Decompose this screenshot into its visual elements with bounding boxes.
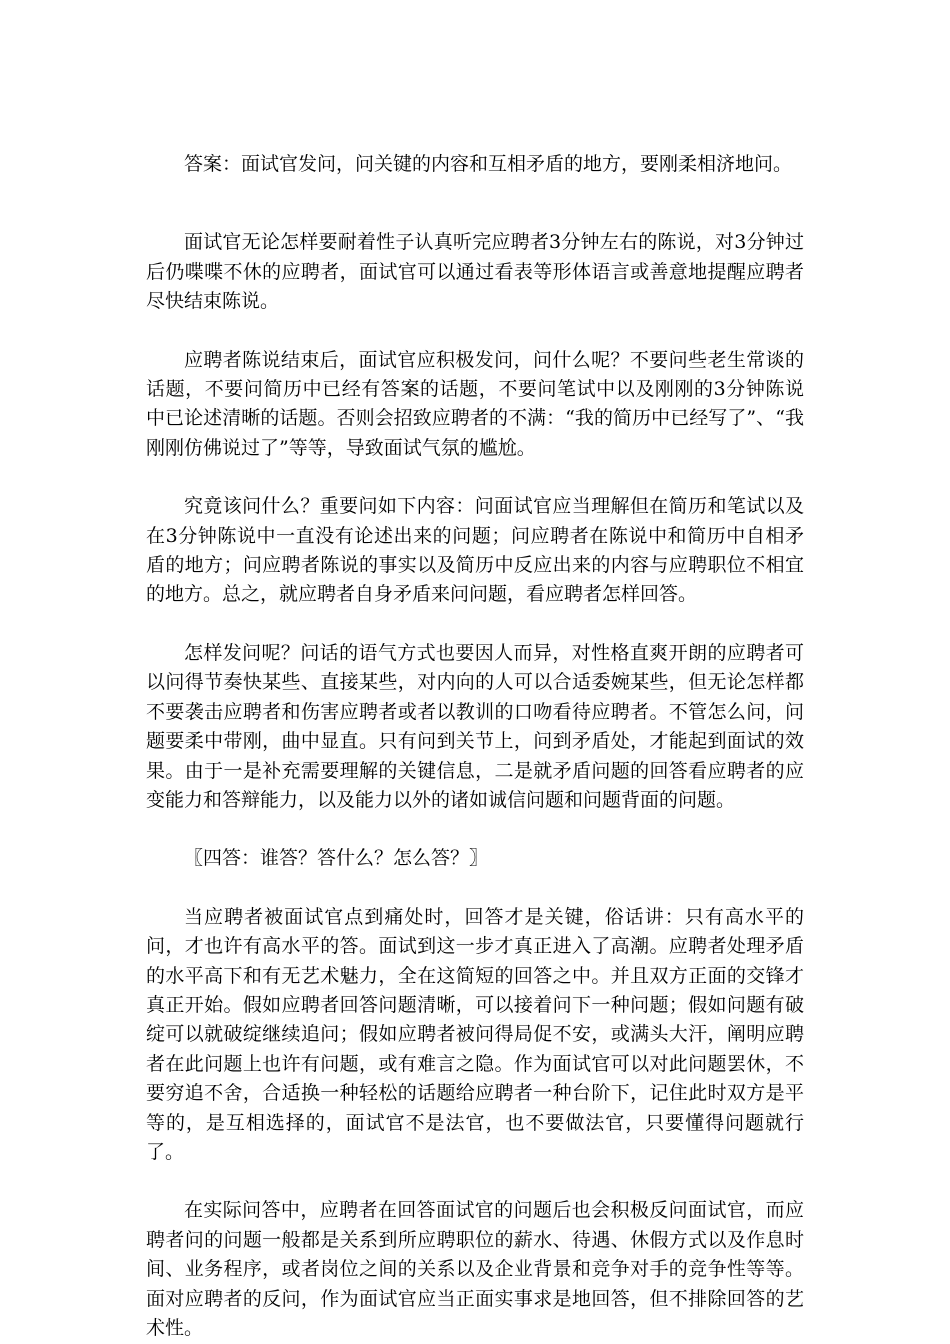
section-heading: 〖四答：谁答？答什么？怎么答？〗 [184, 847, 489, 870]
body-paragraph: 应聘者陈说结束后，面试官应积极发问，问什么呢？不要问些老生常谈的话题，不要问简历中已经有答案的话题，不要问笔试中以及刚刚的3分钟陈说中已论述清晰的话题。否则会招致应聘者的不满：“我的简历中已经写了”、“我刚刚仿佛说过了”等等，导致面试气氛的尴尬。 [146, 348, 804, 459]
body-paragraph: 在实际问答中，应聘者在回答面试官的问题后也会积极反问面试官，而应聘者问的问题一般都是关系到所应聘职位的薪水、待遇、休假方式以及作息时间、业务程序，或者岗位之间的关系以及企业背景和竞争对手的竞争性等等。面对应聘者的反问，作为面试官应当正面实事求是地回答，但不排除回答的艺术性。 [146, 1199, 804, 1339]
body-paragraph: 面试官无论怎样要耐着性子认真听完应聘者3分钟左右的陈说，对3分钟过后仍喋喋不休的应聘者，面试官可以通过看表等形体语言或善意地提醒应聘者尽快结束陈说。 [146, 231, 804, 313]
answer-paragraph: 答案：面试官发问，问关键的内容和互相矛盾的地方，要刚柔相济地问。 [184, 153, 793, 175]
body-paragraph: 怎样发问呢？问话的语气方式也要因人而异，对性格直爽开朗的应聘者可以问得节奏快某些、直接某些，对内向的人可以合适委婉某些，但无论怎样都不要袭击应聘者和伤害应聘者或者以教训的口吻看待应聘者。不管怎么问，问题要柔中带刚，曲中显直。只有问到关节上，问到矛盾处，才能起到面试的效果。由于一是补充需要理解的关键信息，二是就矛盾问题的回答看应聘者的应变能力和答辩能力，以及能力以外的诸如诚信问题和问题背面的问题。 [146, 641, 804, 811]
document-page [146, 150, 804, 1343]
body-paragraph: 究竟该问什么？重要问如下内容：问面试官应当理解但在简历和笔试以及在3分钟陈说中一直没有论述出来的问题；问应聘者在陈说中和简历中自相矛盾的地方；问应聘者陈说的事实以及简历中反应出来的内容与应聘职位不相宜的地方。总之，就应聘者自身矛盾来问问题，看应聘者怎样回答。 [146, 495, 804, 606]
body-paragraph: 当应聘者被面试官点到痛处时，回答才是关键，俗话讲：只有高水平的问，才也许有高水平的答。面试到这一步才真正进入了高潮。应聘者处理矛盾的水平高下和有无艺术魅力，全在这简短的回答之中。并且双方正面的交锋才真正开始。假如应聘者回答问题清晰，可以接着问下一种问题；假如问题有破绽可以就破绽继续追问；假如应聘者被问得局促不安，或满头大汗，阐明应聘者在此问题上也许有问题，或有难言之隐。作为面试官可以对此问题罢休，不要穷追不舍，合适换一种轻松的话题给应聘者一种台阶下，记住此时双方是平等的，是互相选择的，面试官不是法官，也不要做法官，只要懂得问题就行了。 [146, 905, 804, 1163]
